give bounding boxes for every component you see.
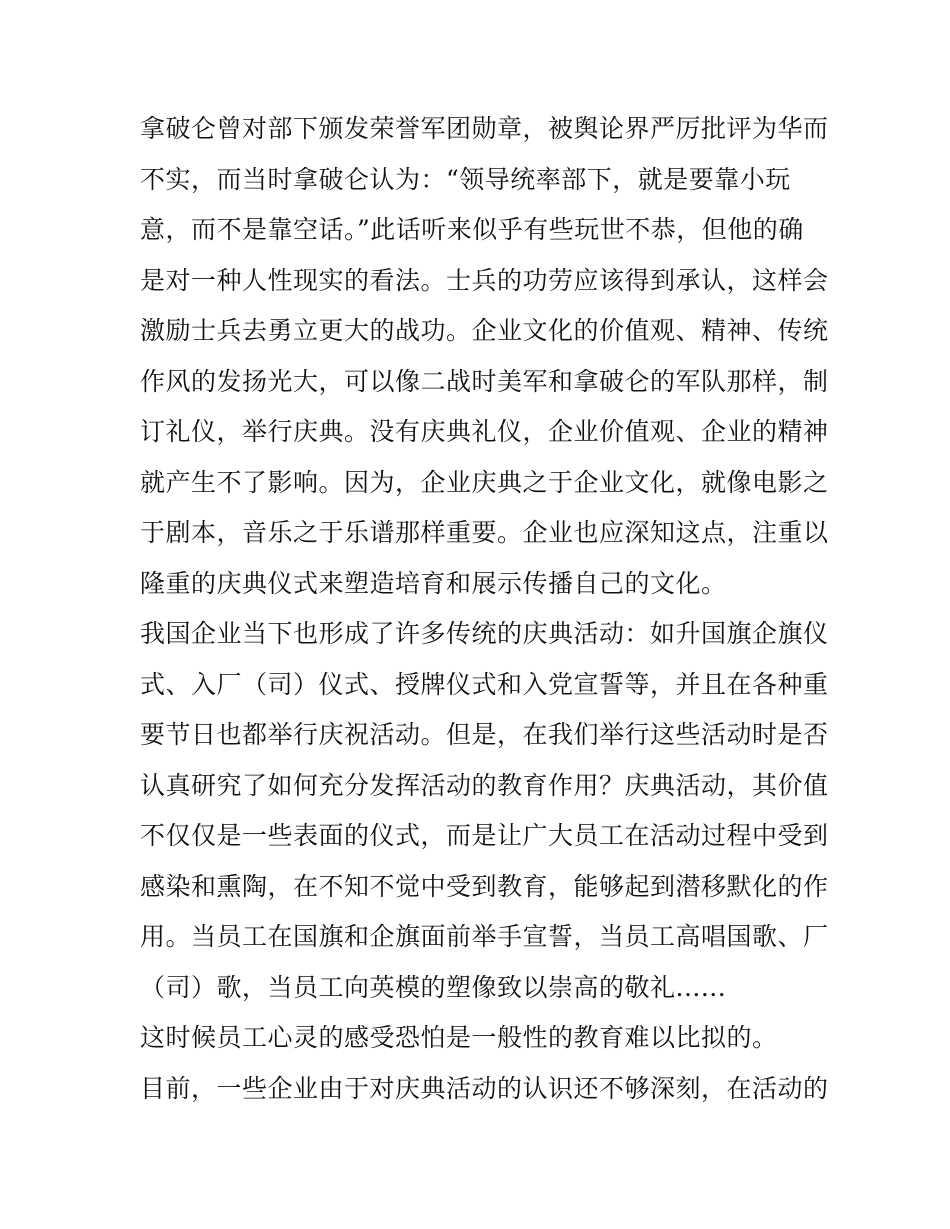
text-line: （司）歌，当员工向英模的塑像致以崇高的敬礼......	[140, 972, 727, 1002]
text-line: 式、入厂（司）仪式、授牌仪式和入党宣誓等，并且在各种重	[140, 669, 829, 699]
text-line: 目前，一些企业由于对庆典活动的认识还不够深刻，在活动的	[140, 1073, 829, 1103]
text-line: 不实，而当时拿破仑认为：“领导统率部下，就是要靠小玩	[140, 164, 791, 194]
text-line: 意，而不是靠空话。”此话听来似乎有些玩世不恭，但他的确	[140, 215, 804, 244]
text-line: 要节日也都举行庆祝活动。但是，在我们举行这些活动时是否	[140, 720, 829, 749]
text-line: 这时候员工心灵的感受恐怕是一般性的教育难以比拟的。	[140, 1023, 778, 1052]
text-line: 于剧本，音乐之于乐谱那样重要。企业也应深知这点，注重以	[140, 518, 829, 547]
text-line: 激励士兵去勇立更大的战功。企业文化的价值观、精神、传统	[140, 316, 829, 345]
paragraph-napoleon-medals	[140, 104, 829, 609]
paragraph-employee-feelings	[140, 1013, 820, 1064]
text-line: 订礼仪，举行庆典。没有庆典礼仪，企业价值观、企业的精神	[140, 417, 829, 446]
text-line: 认真研究了如何充分发挥活动的教育作用？庆典活动，其价值	[140, 770, 829, 800]
text-line: 隆重的庆典仪式来塑造培育和展示传播自己的文化。	[140, 568, 727, 598]
text-line: 就产生不了影响。因为，企业庆典之于企业文化，就像电影之	[140, 467, 829, 497]
document-body	[140, 104, 829, 1114]
text-line: 感染和熏陶，在不知不觉中受到教育，能够起到潜移默化的作	[140, 871, 829, 901]
paragraph-domestic-ceremonies	[140, 609, 829, 1013]
paragraph-current-issues	[140, 1064, 829, 1115]
text-line: 作风的发扬光大，可以像二战时美军和拿破仑的军队那样，制	[140, 366, 829, 396]
text-line: 不仅仅是一些表面的仪式，而是让广大员工在活动过程中受到	[140, 821, 829, 850]
text-line: 拿破仑曾对部下颁发荣誉军团勋章，被舆论界严厉批评为华而	[140, 114, 829, 143]
text-line: 我国企业当下也形成了许多传统的庆典活动：如升国旗企旗仪	[140, 619, 829, 648]
text-line: 用。当员工在国旗和企旗面前举手宣誓，当员工高唱国歌、厂	[140, 922, 829, 951]
text-line: 是对一种人性现实的看法。士兵的功劳应该得到承认，这样会	[140, 265, 829, 295]
